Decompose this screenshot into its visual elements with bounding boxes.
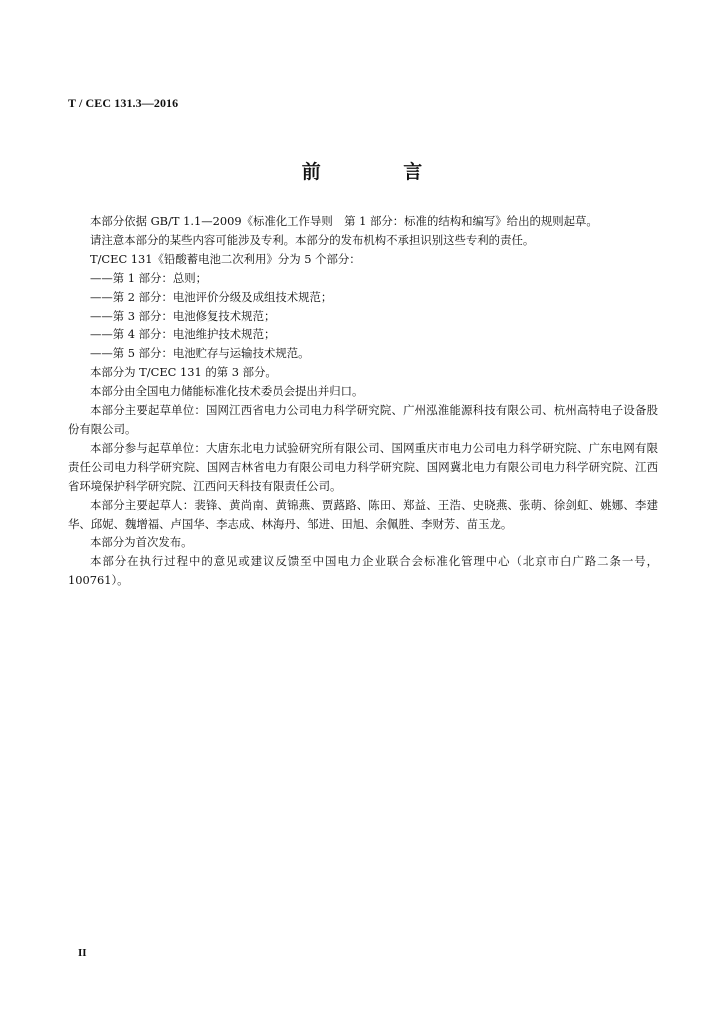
page-number: II xyxy=(78,947,87,959)
paragraph-main-drafters: 本部分主要起草人：裴锋、黄尚南、黄锦燕、贾蕗路、陈田、郑益、王浩、史晓燕、张萌、徐剑虹、姚娜、李建华、邱妮、魏增福、卢国华、李志成、林海丹、邹进、田旭、余佩胜、李财芳、苗玉龙。 xyxy=(68,497,658,531)
document-code: T / CEC 131.3—2016 xyxy=(68,96,179,110)
paragraph-first-release: 本部分为首次发布。 xyxy=(90,535,193,550)
list-item-part-4: ——第 4 部分：电池维护技术规范； xyxy=(90,327,276,342)
list-item-part-3: ——第 3 部分：电池修复技术规范； xyxy=(90,308,276,323)
paragraph-parts-intro: T/CEC 131《铅酸蓄电池二次利用》分为 5 个部分： xyxy=(90,251,361,266)
paragraph-patent-notice: 请注意本部分的某些内容可能涉及专利。本部分的发布机构不承担识别这些专利的责任。 xyxy=(90,232,535,247)
paragraph-participating-units: 本部分参与起草单位：大唐东北电力试验研究所有限公司、国网重庆市电力公司电力科学研究院、广东电网有限责任公司电力科学研究院、国网吉林省电力有限公司电力科学研究院、国网冀北电力有限公司电力科学研究院、江西省环境保护科学研究院、江西问天科技有限责任公司。 xyxy=(68,440,658,493)
foreword-body xyxy=(68,212,658,590)
paragraph-drafting-basis: 本部分依据 GB/T 1.1—2009《标准化工作导则 第 1 部分：标准的结构和编写》给出的规则起草。 xyxy=(90,214,598,228)
paragraph-main-drafters-units: 本部分主要起草单位：国网江西省电力公司电力科学研究院、广州泓淮能源科技有限公司、杭州高特电子设备股份有限公司。 xyxy=(68,403,658,436)
section-title: 前 言 xyxy=(301,161,461,183)
list-item-part-5: ——第 5 部分：电池贮存与运输技术规范。 xyxy=(90,346,310,361)
paragraph-proposer: 本部分由全国电力储能标准化技术委员会提出并归口。 xyxy=(90,384,364,399)
list-item-part-2: ——第 2 部分：电池评价分级及成组技术规范； xyxy=(90,289,333,304)
paragraph-feedback: 本部分在执行过程中的意见或建议反馈至中国电力企业联合会标准化管理中心（北京市白广路二条一号，100761）。 xyxy=(68,554,658,588)
paragraph-this-part: 本部分为 T/CEC 131 的第 3 部分。 xyxy=(90,365,277,380)
list-item-part-1: ——第 1 部分：总则； xyxy=(90,270,208,285)
